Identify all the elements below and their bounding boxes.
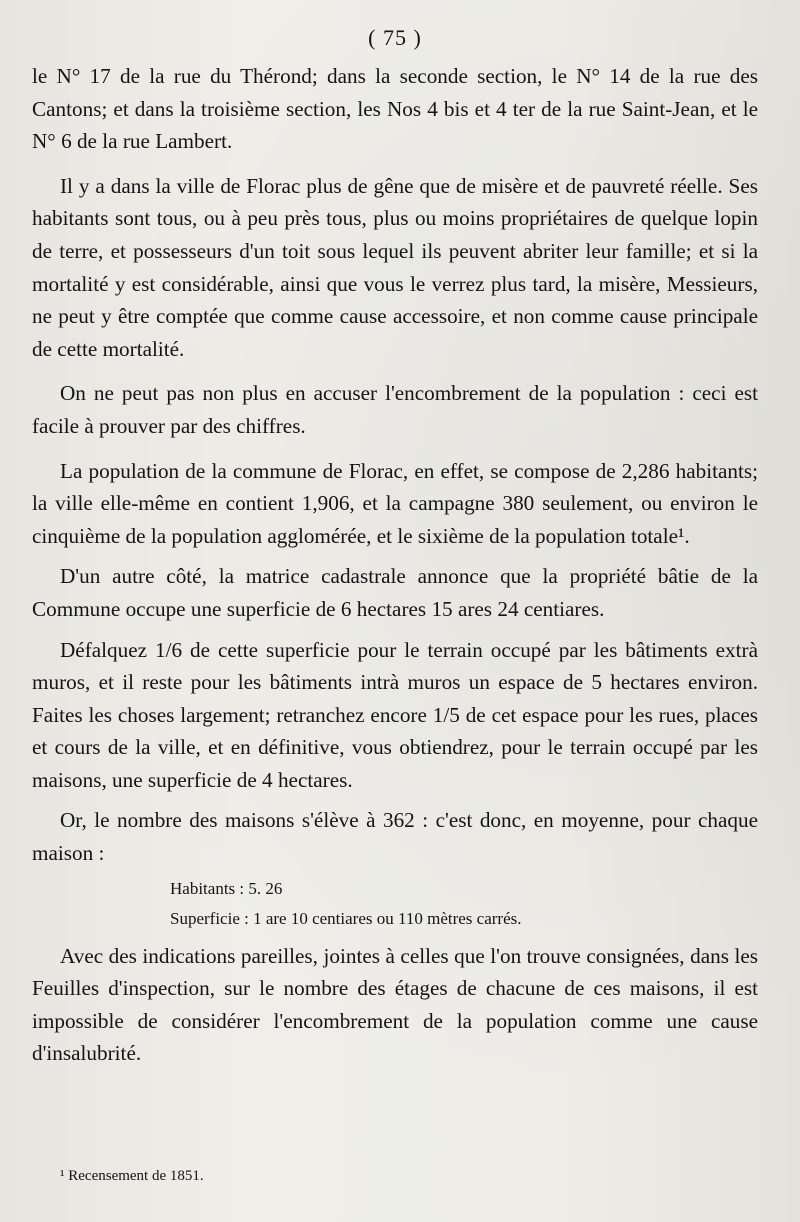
footnote: ¹ Recensement de 1851. [60,1168,204,1184]
paragraph: D'un autre côté, la matrice cadastrale annonce que la propriété bâtie de la Commune occupe une superficie de 6 hectares 15 ares 24 centiares. [32,564,758,621]
page-number: ( 75 ) [368,25,422,50]
paragraph: Avec des indications pareilles, jointes à celles que l'on trouve consignées, dans les Feuilles d'inspection, sur le nombre des étages de chacune de ces maisons, il est impossible de considérer l'encombrement de la population comme une cause d'insalubrité. [32,943,758,1066]
paragraph: le N° 17 de la rue du Thérond; dans la seconde section, le N° 14 de la rue des Cantons; et dans la troisième section, les Nos 4 bis et 4 ter de la rue Saint-Jean, et le N° 6 de la rue Lambert. [32,64,758,154]
average-list [32,874,758,934]
paragraph: Il y a dans la ville de Florac plus de gêne que de misère et de pauvreté réelle. Ses habitants sont tous, ou à peu près tous, plus ou moins propriétaires de quelque lopin de terre, et possesseurs d'un toit sous lequel ils peuvent abriter leur famille; et si la mortalité y est considérable, ainsi que vous le verrez plus tard, la misère, Messieurs, ne peut y être comptée que comme cause accessoire, et non comme cause principale de cette mortalité. [32,173,758,361]
list-item: Habitants : 5. 26 [170,878,283,898]
paragraph: On ne peut pas non plus en accuser l'encombrement de la population : ceci est facile à prouver par des chiffres. [32,381,758,438]
paragraph: La population de la commune de Florac, en effet, se compose de 2,286 habitants; la ville elle-même en contient 1,906, et la campagne 380 seulement, ou environ le cinquième de la population agglomérée, et le sixième de la population totale¹. [32,458,758,548]
paragraph: Défalquez 1/6 de cette superficie pour le terrain occupé par les bâtiments extrà muros, et il reste pour les bâtiments intrà muros un espace de 5 hectares environ. Faites les choses largement; retranchez encore 1/5 de cet espace pour les rues, places et cours de la ville, et en définitive, vous obtiendrez, pour le terrain occupé par les maisons, une superficie de 4 hectares. [32,637,758,792]
list-item: Superficie : 1 are 10 centiares ou 110 mètres carrés. [170,908,522,928]
paragraph: Or, le nombre des maisons s'élève à 362 : c'est donc, en moyenne, pour chaque maison : [32,808,758,866]
